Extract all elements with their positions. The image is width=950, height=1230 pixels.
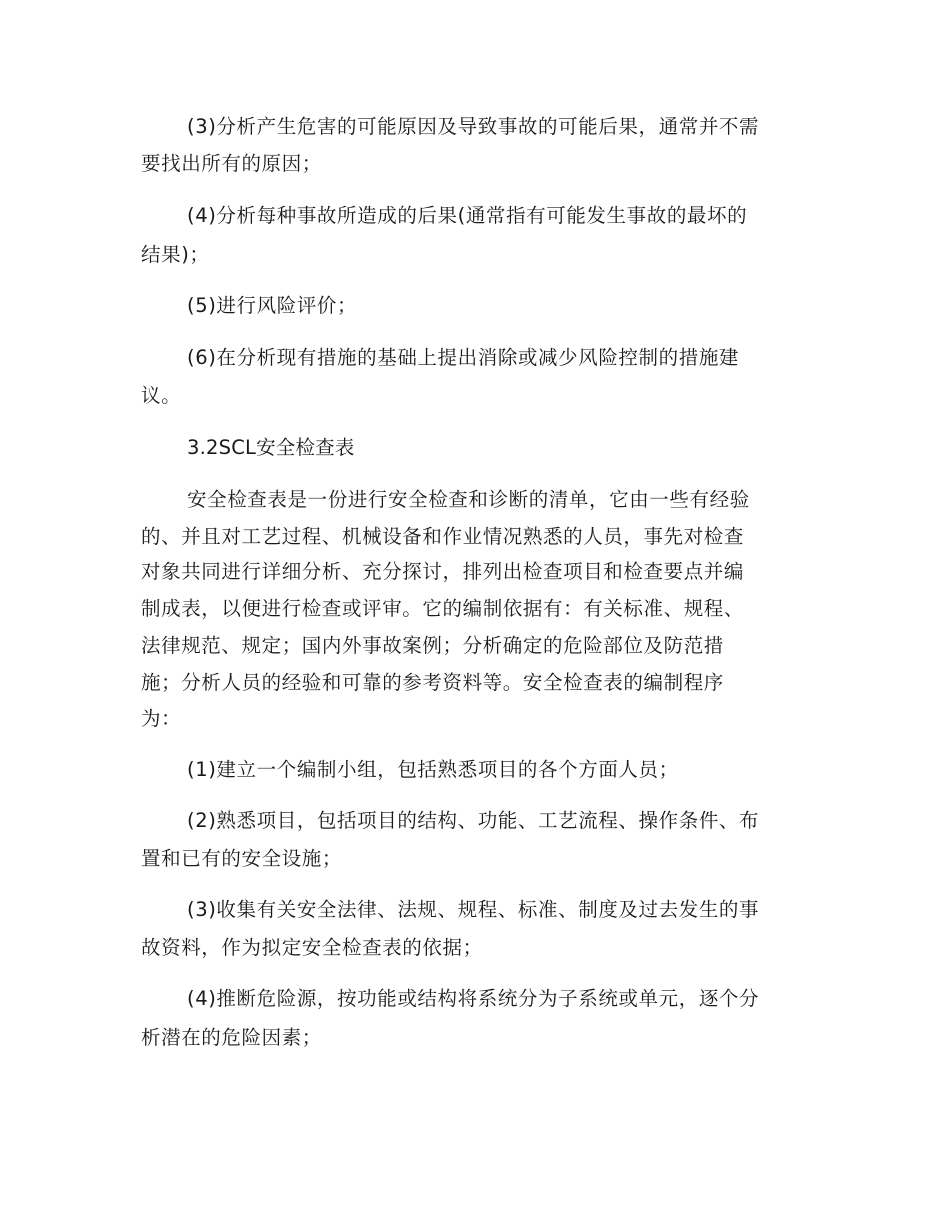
section-heading: 3.2SCL安全检查表 bbox=[187, 436, 355, 459]
procedure-item-2-line-1: (2)熟悉项目，包括项目的结构、功能、工艺流程、操作条件、布 bbox=[187, 809, 760, 832]
paragraph-5-line-1: (5)进行风险评价； bbox=[187, 294, 358, 317]
intro-paragraph-line-6: 施；分析人员的经验和可靠的参考资料等。安全检查表的编制程序 bbox=[141, 671, 724, 694]
paragraph-3-line-2: 要找出所有的原因； bbox=[141, 152, 322, 175]
intro-paragraph-line-7: 为： bbox=[141, 707, 182, 730]
intro-paragraph-line-1: 安全检查表是一份进行安全检查和诊断的清单，它由一些有经验 bbox=[187, 488, 750, 511]
intro-paragraph-line-4: 制成表，以便进行检查或评审。它的编制依据有：有关标准、规程、 bbox=[141, 597, 745, 620]
paragraph-6-line-1: (6)在分析现有措施的基础上提出消除或减少风险控制的措施建 bbox=[187, 346, 740, 369]
intro-paragraph-line-5: 法律规范、规定；国内外事故案例；分析确定的危险部位及防范措 bbox=[141, 634, 724, 657]
paragraph-4-line-2: 结果)； bbox=[141, 243, 210, 266]
procedure-item-3-line-1: (3)收集有关安全法律、法规、规程、标准、制度及过去发生的事 bbox=[187, 898, 760, 921]
procedure-item-2-line-2: 置和已有的安全设施； bbox=[141, 847, 343, 870]
intro-paragraph-line-3: 对象共同进行详细分析、充分探讨，排列出检查项目和检查要点并编 bbox=[141, 560, 745, 583]
paragraph-3-line-1: (3)分析产生危害的可能原因及导致事故的可能后果，通常并不需 bbox=[187, 115, 760, 138]
paragraph-6-line-2: 议。 bbox=[141, 384, 182, 407]
paragraph-4-line-1: (4)分析每种事故所造成的后果(通常指有可能发生事故的最坏的 bbox=[187, 204, 748, 227]
procedure-item-3-line-2: 故资料，作为拟定安全检查表的依据； bbox=[141, 936, 483, 959]
intro-paragraph-line-2: 的、并且对工艺过程、机械设备和作业情况熟悉的人员，事先对检查 bbox=[141, 525, 745, 548]
procedure-item-4-line-1: (4)推断危险源，按功能或结构将系统分为子系统或单元，逐个分 bbox=[187, 987, 760, 1010]
procedure-item-4-line-2: 析潜在的危险因素； bbox=[141, 1026, 322, 1049]
procedure-item-1-line-1: (1)建立一个编制小组，包括熟悉项目的各个方面人员； bbox=[187, 758, 679, 781]
